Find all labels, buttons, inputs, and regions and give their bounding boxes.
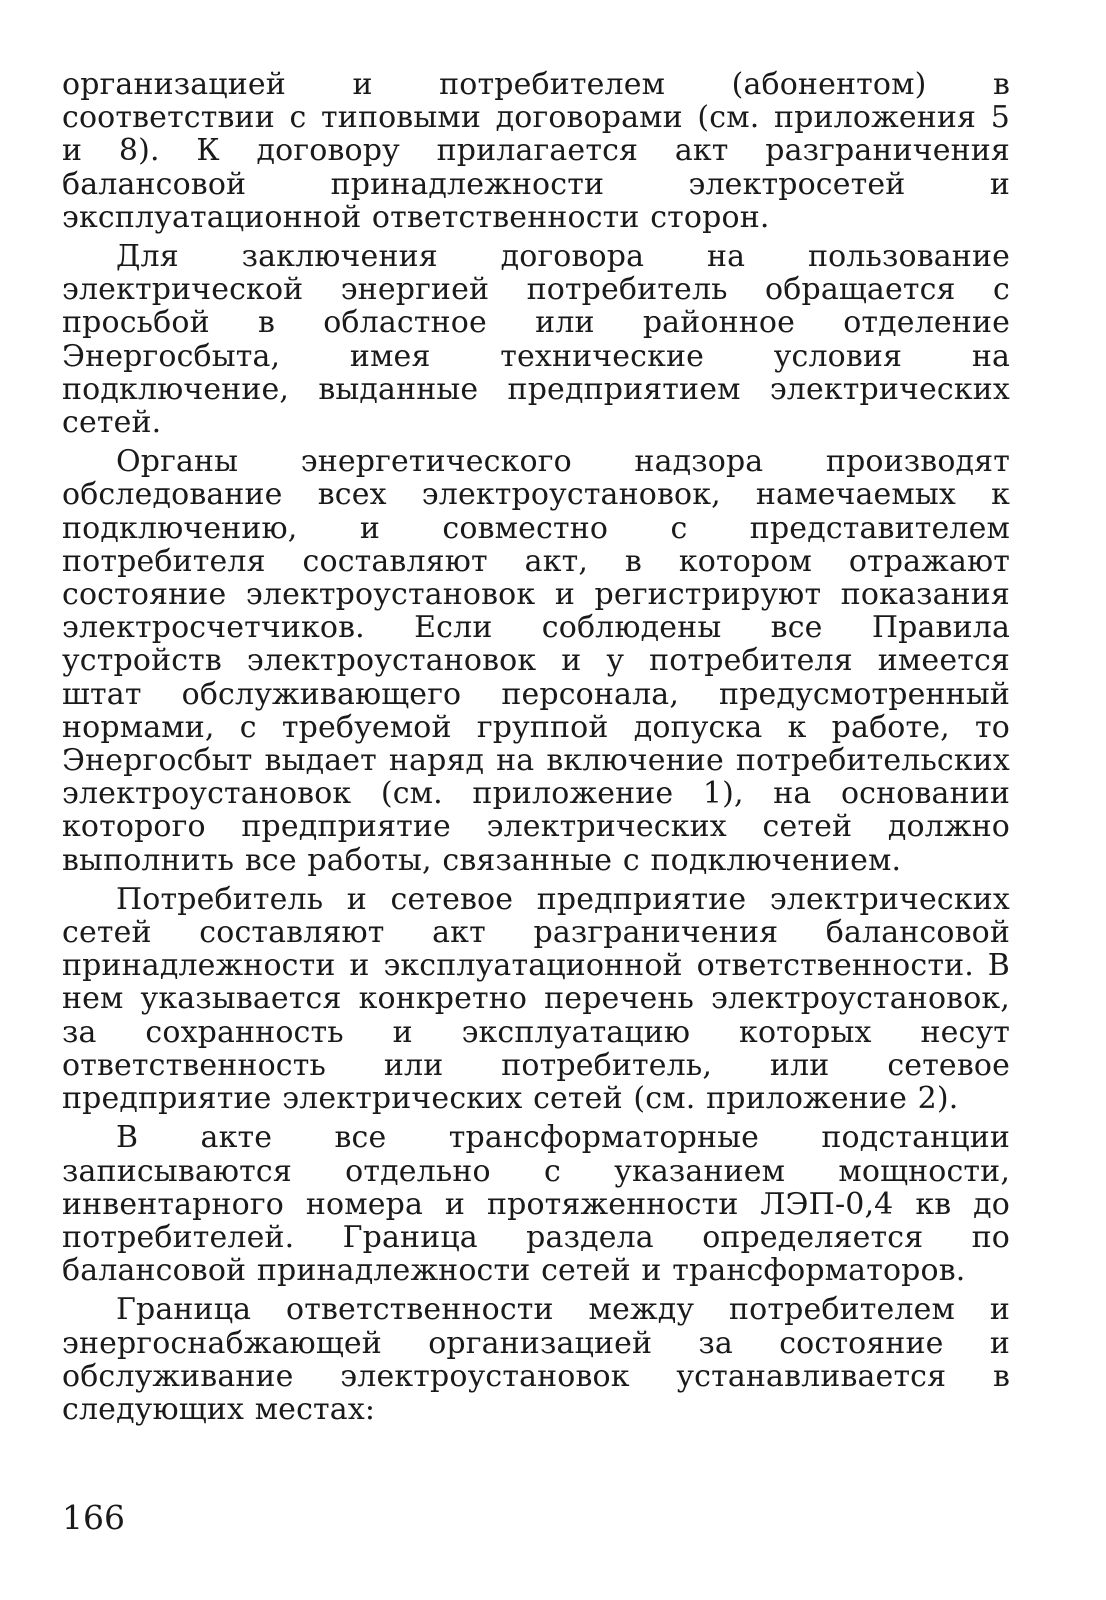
paragraph-3: Органы энергетического надзора производят обследование всех электроустановок, намечаемых к подключению, и совместно с представителем потребителя составляют акт, в котором отражают состояние электроустановок и регистрируют показания электросчетчиков. Если соблюдены все Правила устройств электроустановок и у потребителя имеется штат обслуживающего персонала, предусмотренный нормами, с требуемой группой допуска к работе, то Энергосбыт выдает наряд на включение потребительских электроустановок (см. приложение 1), на основании которого предприятие электрических сетей должно выполнить все работы, связанные с подключением. <box>62 444 1010 878</box>
page-number: 166 <box>62 1498 125 1537</box>
paragraph-1: организацией и потребителем (абонентом) в соответствии с типовыми договорами (см. приложения 5 и 8). К договору прилагается акт разграничения балансовой принадлежности электросетей и эксплуатационной ответственности сторон. <box>62 67 1010 235</box>
paragraph-2: Для заключения договора на пользование электрической энергией потребитель обращается с просьбой в областное или районное отделение Энергосбыта, имея технические условия на подключение, выданные предприятием электрических сетей. <box>62 239 1010 441</box>
book-page <box>62 68 1010 1588</box>
paragraph-5: В акте все трансформаторные подстанции записываются отдельно с указанием мощности, инвентарного номера и протяженности ЛЭП-0,4 кв до потребителей. Граница раздела определяется по балансовой принадлежности сетей и трансформаторов. <box>62 1120 1010 1289</box>
text-body <box>62 68 1010 1426</box>
paragraph-4: Потребитель и сетевое предприятие электрических сетей составляют акт разграничения балансовой принадлежности и эксплуатационной ответственности. В нем указывается конкретно перечень электроустановок, за сохранность и эксплуатацию которых несут ответственность или потребитель, или сетевое предприятие электрических сетей (см. приложение 2). <box>62 881 1010 1117</box>
paragraph-6: Граница ответственности между потребителем и энергоснабжающей организацией за состояние и обслуживание электроустановок устанавливается в следующих местах: <box>62 1292 1010 1427</box>
